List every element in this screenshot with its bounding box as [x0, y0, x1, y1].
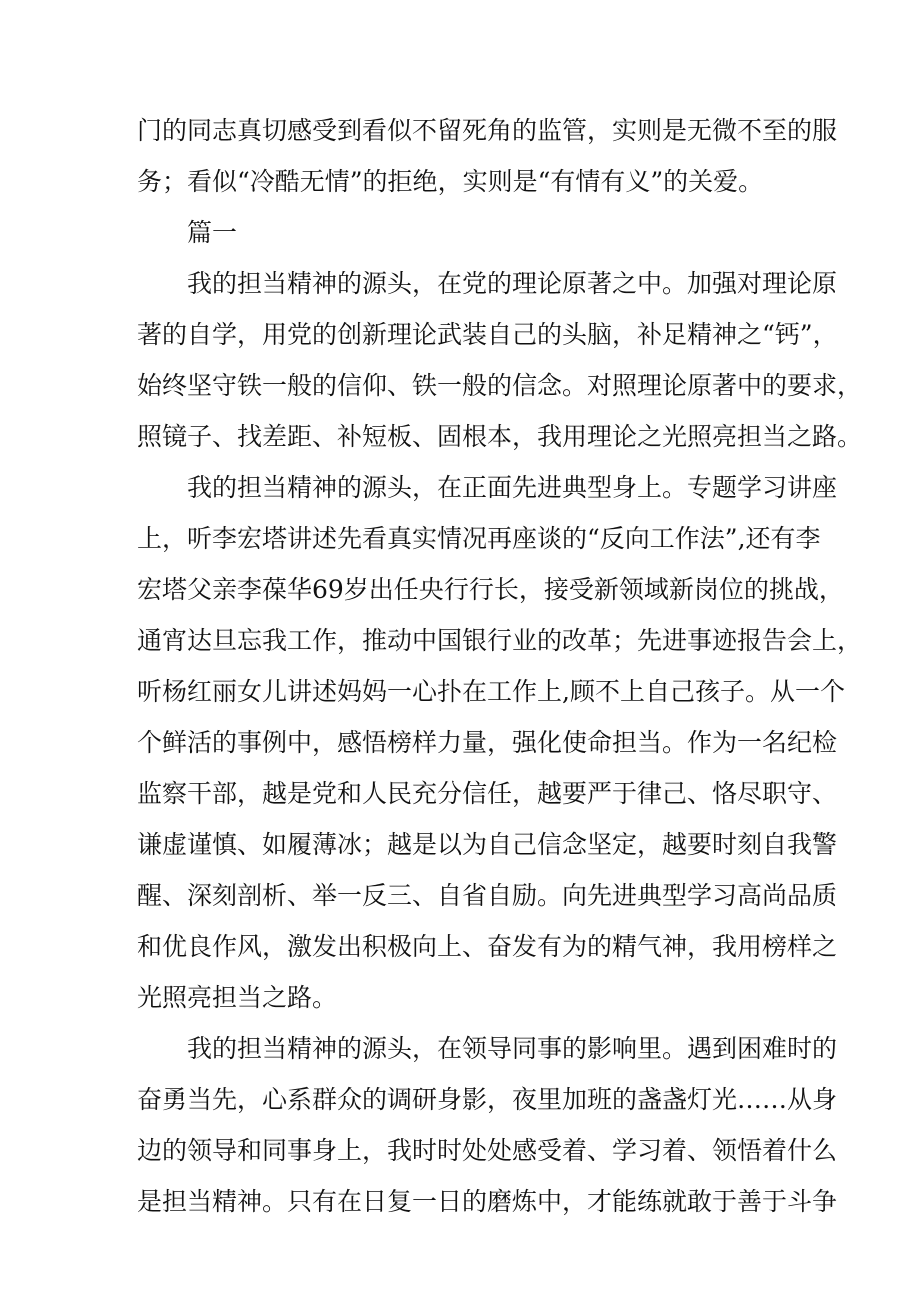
body-text-line: 始终坚守铁一般的信仰、铁一般的信念。对照理论原著中的要求， — [137, 371, 863, 400]
body-text-line: 我的担当精神的源头，在党的理论原著之中。加强对理论原 — [187, 269, 838, 298]
body-text-line: 通宵达旦忘我工作，推动中国银行业的改革；先进事迹报告会上， — [137, 626, 863, 655]
body-text-line: 醒、深刻剖析、举一反三、自省自励。向先进典型学习高尚品质 — [137, 881, 838, 910]
body-text-line: 门的同志真切感受到看似不留死角的监管，实则是无微不至的服 — [137, 116, 838, 145]
body-text-line: 个鲜活的事例中，感悟榜样力量，强化使命担当。作为一名纪检 — [137, 728, 838, 757]
body-text-line: 听杨红丽女儿讲述妈妈一心扑在工作上,顾不上自己孩子。从一个 — [137, 677, 845, 706]
body-text-line: 宏塔父亲李葆华69岁出任央行行长，接受新领域新岗位的挑战， — [137, 575, 844, 604]
body-text-line: 我的担当精神的源头，在正面先进典型身上。专题学习讲座 — [187, 473, 838, 502]
body-text-line: 光照亮担当之路。 — [137, 983, 338, 1012]
body-text-line: 上，听李宏塔讲述先看真实情况再座谈的“反向工作法”,还有李 — [137, 524, 821, 553]
body-text-line: 著的自学，用党的创新理论武装自己的头脑，补足精神之“钙”， — [137, 320, 838, 349]
body-text-line: 监察干部，越是党和人民充分信任，越要严于律己、恪尽职守、 — [137, 779, 838, 808]
body-text-line: 边的领导和同事身上，我时时处处感受着、学习着、领悟着什么 — [137, 1136, 838, 1165]
body-text-line: 照镜子、找差距、补短板、固根本，我用理论之光照亮担当之路。 — [137, 422, 863, 451]
body-text-line: 务；看似“冷酷无情”的拒绝，实则是“有情有义”的关爱。 — [137, 167, 764, 196]
body-text-line: 谦虚谨慎、如履薄冰；越是以为自己信念坚定，越要时刻自我警 — [137, 830, 838, 859]
body-text-line: 和优良作风，激发出积极向上、奋发有为的精气神，我用榜样之 — [137, 932, 838, 961]
body-text-line: 我的担当精神的源头，在领导同事的影响里。遇到困难时的 — [187, 1034, 838, 1063]
section-heading: 篇一 — [187, 218, 238, 247]
body-text-line: 是担当精神。只有在日复一日的磨炼中，才能练就敢于善于斗争 — [137, 1187, 838, 1216]
body-text-line: 奋勇当先，心系群众的调研身影，夜里加班的盏盏灯光……从身 — [137, 1085, 838, 1114]
